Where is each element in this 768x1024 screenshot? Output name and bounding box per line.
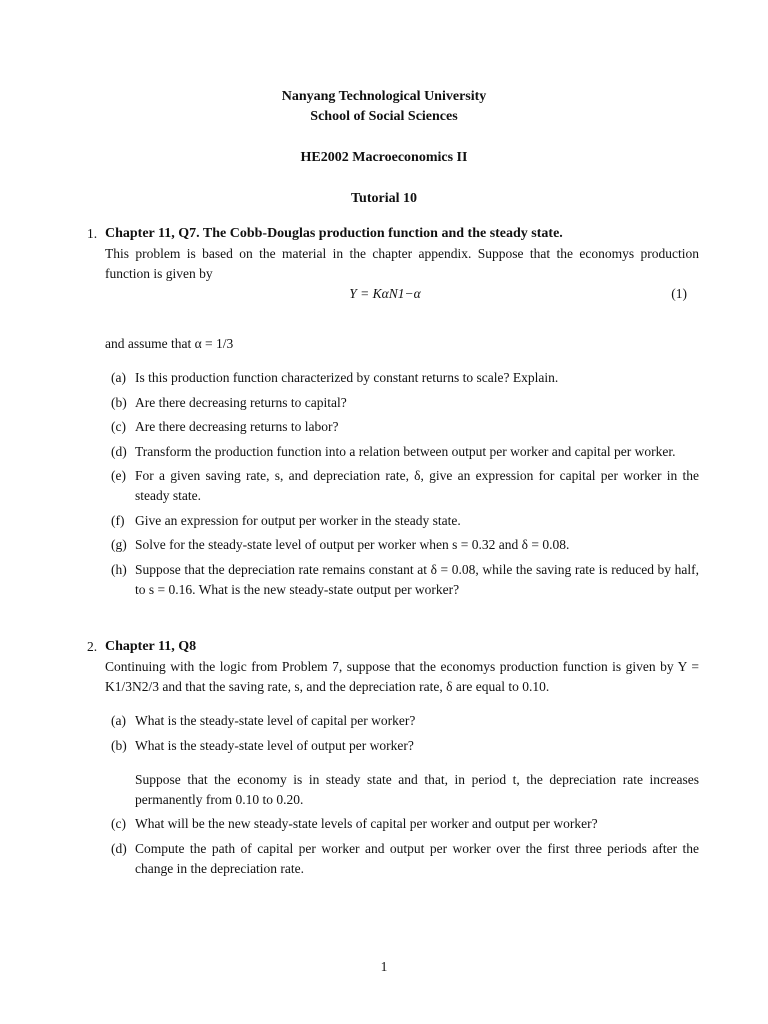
question-part bbox=[105, 814, 699, 834]
part-label: (c) bbox=[111, 816, 126, 831]
school-name: School of Social Sciences bbox=[310, 109, 458, 124]
problem-heading: Chapter 11, Q8 bbox=[105, 639, 197, 654]
question-part bbox=[105, 560, 699, 600]
question-part bbox=[105, 839, 699, 879]
problem-number: 1. bbox=[87, 226, 98, 241]
equation-row bbox=[105, 284, 699, 304]
part-label: (a) bbox=[111, 713, 126, 728]
part-text: What is the steady-state level of output per worker? bbox=[135, 737, 414, 753]
problem-intro: This problem is based on the material in the chapter appendix. Suppose that the economys production function is given by bbox=[105, 246, 699, 281]
part-text: Give an expression for output per worker in the steady state. bbox=[135, 512, 461, 528]
part-label: (d) bbox=[111, 840, 127, 856]
assumption-text: and assume that α = 1/3 bbox=[105, 336, 234, 351]
question-parts bbox=[105, 711, 699, 756]
question-parts bbox=[105, 368, 699, 600]
problem-body bbox=[105, 637, 699, 879]
question-parts bbox=[105, 814, 699, 879]
part-text: What is the steady-state level of capital per worker? bbox=[135, 713, 416, 728]
course-title: HE2002 Macroeconomics II bbox=[300, 150, 468, 165]
part-text: Is this production function characterized by constant returns to scale? Explain. bbox=[135, 370, 559, 385]
part-label: (c) bbox=[111, 419, 126, 434]
problem-intro: Continuing with the logic from Problem 7, suppose that the economys production function is given by Y = K1/3N2/3 and that the saving rate, s, and the depreciation rate, δ are equal to 0.10. bbox=[105, 659, 699, 694]
part-text: Suppose that the depreciation rate remains constant at δ = 0.08, while the saving rate is reduced by half, to s = 0.16. What is the new steady-state output per worker? bbox=[135, 561, 699, 597]
university-name: Nanyang Technological University bbox=[281, 89, 487, 104]
part-text: Transform the production function into a relation between output per worker and capital per worker. bbox=[135, 443, 676, 459]
part-label: (e) bbox=[111, 468, 126, 483]
part-text: Compute the path of capital per worker and output per worker over the first three periods after the change in the depreciation rate. bbox=[135, 840, 699, 876]
part-label: (h) bbox=[111, 561, 127, 577]
question-part bbox=[105, 393, 699, 413]
question-part bbox=[105, 736, 699, 756]
part-label: (a) bbox=[111, 370, 126, 385]
question-part bbox=[105, 511, 699, 531]
part-text: What will be the new steady-state levels of capital per worker and output per worker? bbox=[135, 816, 598, 831]
question-part bbox=[105, 442, 699, 462]
part-text: Are there decreasing returns to capital? bbox=[135, 394, 347, 410]
title-block bbox=[0, 87, 768, 209]
page-number: 1 bbox=[380, 959, 388, 974]
part-label: (f) bbox=[111, 512, 125, 528]
production-function-equation: Y = KαN1−α bbox=[349, 286, 421, 301]
tutorial-title: Tutorial 10 bbox=[351, 191, 417, 206]
part-text: For a given saving rate, s, and depreciation rate, δ, give an expression for capital per worker in the steady state. bbox=[135, 468, 699, 503]
question-part bbox=[105, 368, 699, 388]
part-label: (g) bbox=[111, 537, 127, 552]
interlude-text: Suppose that the economy is in steady state and that, in period t, the depreciation rate increases permanently from 0.10 to 0.20. bbox=[135, 771, 699, 807]
problem-body bbox=[105, 224, 699, 600]
part-label: (b) bbox=[111, 394, 127, 410]
part-text: Are there decreasing returns to labor? bbox=[135, 419, 339, 434]
equation-number: (1) bbox=[671, 286, 687, 301]
question-part bbox=[105, 711, 699, 731]
question-part bbox=[105, 535, 699, 555]
problem-number: 2. bbox=[87, 639, 98, 654]
question-part bbox=[105, 417, 699, 437]
part-label: (b) bbox=[111, 737, 127, 753]
problem-heading: Chapter 11, Q7. The Cobb-Douglas production function and the steady state. bbox=[105, 226, 563, 241]
part-label: (d) bbox=[111, 443, 127, 459]
part-text: Solve for the steady-state level of output per worker when s = 0.32 and δ = 0.08. bbox=[135, 537, 570, 552]
question-part bbox=[105, 466, 699, 506]
